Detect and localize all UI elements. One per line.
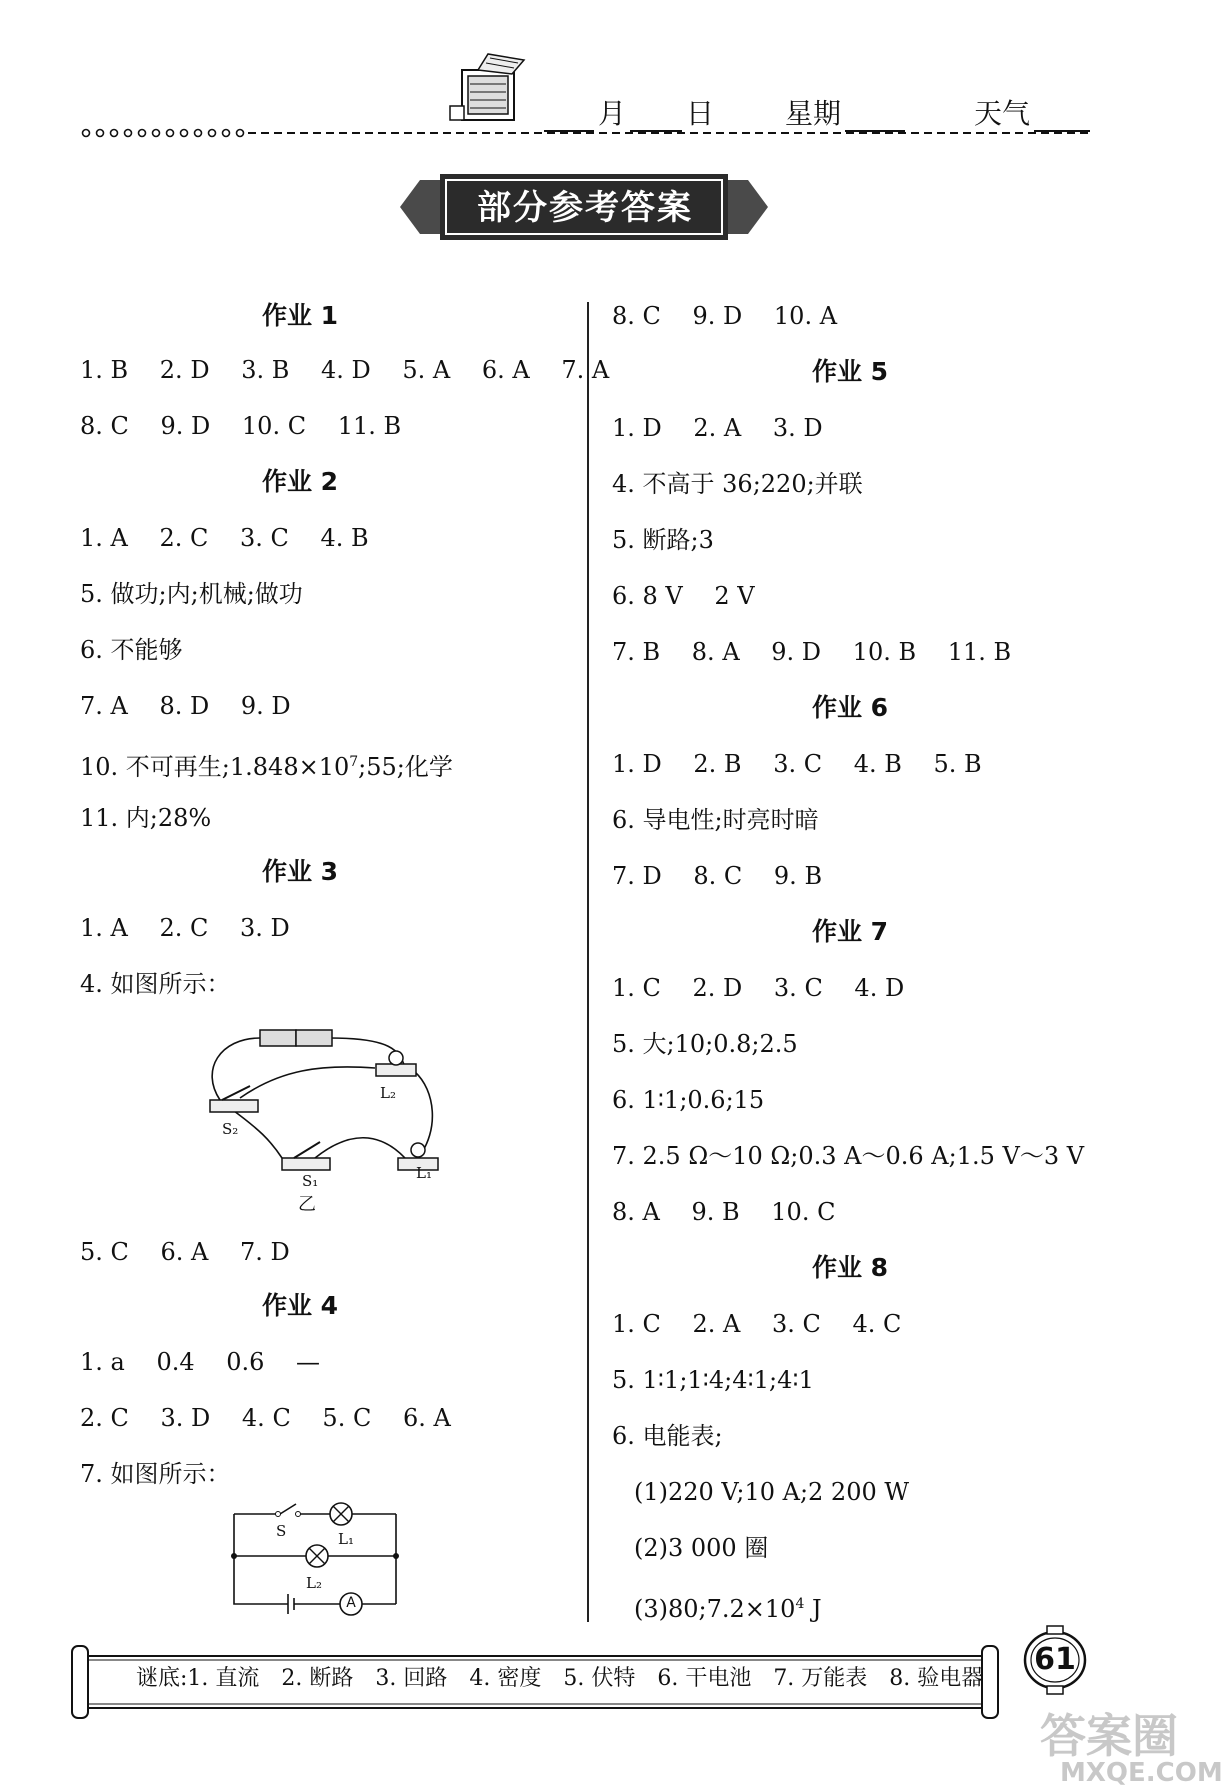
hw1-line1: 1. B 2. D 3. B 4. D 5. A 6. A 7. A	[80, 356, 610, 384]
hw2-line5-b: ;55;化学	[358, 753, 453, 781]
hw7-line2: 5. 大;10;0.8;2.5	[612, 1030, 798, 1058]
hw4-line3: 7. 如图所示：	[80, 1460, 231, 1488]
hw2-title: 作业 2	[261, 467, 339, 496]
hw8-line3: 6. 电能表;	[612, 1422, 723, 1450]
battery-icon	[260, 1030, 296, 1046]
hw5-line4: 6. 8 V 2 V	[612, 582, 755, 610]
fig2-label-a: A	[346, 1595, 356, 1611]
lamp-l2-icon	[376, 1064, 416, 1076]
page-title: 部分参考答案	[477, 188, 693, 228]
hw3-line2: 4. 如图所示：	[80, 970, 231, 998]
lamp-l2-icon	[306, 1545, 328, 1567]
hw7-line4: 7. 2.5 Ω～10 Ω;0.3 A～0.6 A;1.5 V～3 V	[612, 1142, 1085, 1170]
fig1-label-l2: L₂	[380, 1084, 396, 1102]
hw8-line6	[634, 1588, 822, 1625]
hw7-line1: 1. C 2. D 3. C 4. D	[612, 974, 905, 1002]
hw2-line5	[80, 746, 453, 783]
lamp-l1-icon	[330, 1503, 352, 1525]
hw2-line5-a: 10. 不可再生;1.848×10	[80, 753, 350, 781]
battery-icon	[296, 1030, 332, 1046]
hw2-line4: 7. A 8. D 9. D	[80, 692, 291, 720]
right-line0: 8. C 9. D 10. A	[612, 302, 838, 330]
hw8-line6-b: J	[804, 1595, 822, 1623]
hw5-line1: 1. D 2. A 3. D	[612, 414, 823, 442]
hw2-line2: 5. 做功;内;机械;做功	[80, 580, 303, 608]
page-number: 61	[1034, 1642, 1076, 1677]
hw8-line1: 1. C 2. A 3. C 4. C	[612, 1310, 902, 1338]
notepad-icon	[448, 50, 534, 126]
hw2-line1: 1. A 2. C 3. C 4. B	[80, 524, 369, 552]
column-divider	[587, 302, 589, 1622]
hw7-title: 作业 7	[811, 917, 889, 946]
hw3-title: 作业 3	[261, 857, 339, 886]
hw8-line6-exp: 4	[795, 1596, 805, 1612]
watermark-url: MXQE.COM	[1060, 1758, 1223, 1788]
hw8-line2: 5. 1∶1;1∶4;4∶1;4∶1	[612, 1366, 814, 1394]
hw7-line3: 6. 1∶1;0.6;15	[612, 1086, 765, 1114]
hw2-line3: 6. 不能够	[80, 636, 183, 664]
hw4-line1: 1. a 0.4 0.6 —	[80, 1348, 321, 1376]
hw8-title: 作业 8	[811, 1253, 889, 1282]
fig1-label-s2: S₂	[222, 1120, 239, 1138]
hw5-line5: 7. B 8. A 9. D 10. B 11. B	[612, 638, 1012, 666]
hw2-line6: 11. 内;28%	[80, 804, 212, 832]
watermark-logo: 答案圈	[1040, 1709, 1178, 1763]
weekday-label: 星期	[785, 97, 842, 130]
hw3-line3: 5. C 6. A 7. D	[80, 1238, 290, 1266]
header-divider	[80, 126, 1088, 140]
month-label: 月	[598, 97, 627, 130]
hw6-line2: 6. 导电性;时亮时暗	[612, 806, 819, 834]
hw1-line2: 8. C 9. D 10. C 11. B	[80, 412, 402, 440]
circuit-diagram	[228, 1500, 404, 1630]
fig1-label-s1: S₁	[302, 1172, 319, 1190]
hw8-line4: (1)220 V;10 A;2 200 W	[634, 1478, 910, 1506]
weather-label: 天气	[974, 97, 1031, 130]
hw7-line5: 8. A 9. B 10. C	[612, 1198, 836, 1226]
switch-s1-icon	[282, 1158, 330, 1170]
switch-s2-icon	[210, 1100, 258, 1112]
hw6-title: 作业 6	[811, 693, 889, 722]
fig1-caption: 乙	[298, 1194, 316, 1215]
hw8-line5: (2)3 000 圈	[634, 1534, 769, 1562]
hw5-title: 作业 5	[811, 357, 889, 386]
fig2-label-l2: L₂	[306, 1574, 322, 1592]
hw5-line3: 5. 断路;3	[612, 526, 714, 554]
hw2-line5-exp: 7	[349, 754, 359, 770]
hw8-line6-a: (3)80;7.2×10	[634, 1595, 796, 1623]
fig2-label-l1: L₁	[338, 1530, 354, 1548]
hw6-line3: 7. D 8. C 9. B	[612, 862, 823, 890]
riddle-answers: 谜底:1. 直流 2. 断路 3. 回路 4. 密度 5. 伏特 6. 干电池 7. 万能表 8. 验电器	[136, 1666, 984, 1691]
hw1-title: 作业 1	[261, 301, 339, 330]
day-label: 日	[686, 97, 715, 130]
hw3-line1: 1. A 2. C 3. D	[80, 914, 290, 942]
fig2-label-s: S	[276, 1522, 287, 1540]
hw6-line1: 1. D 2. B 3. C 4. B 5. B	[612, 750, 982, 778]
hw5-line2: 4. 不高于 36;220;并联	[612, 470, 863, 498]
hw4-title: 作业 4	[261, 1291, 339, 1320]
hw4-line2: 2. C 3. D 4. C 5. C 6. A	[80, 1404, 451, 1432]
fig1-label-l1: L₁	[416, 1164, 432, 1182]
